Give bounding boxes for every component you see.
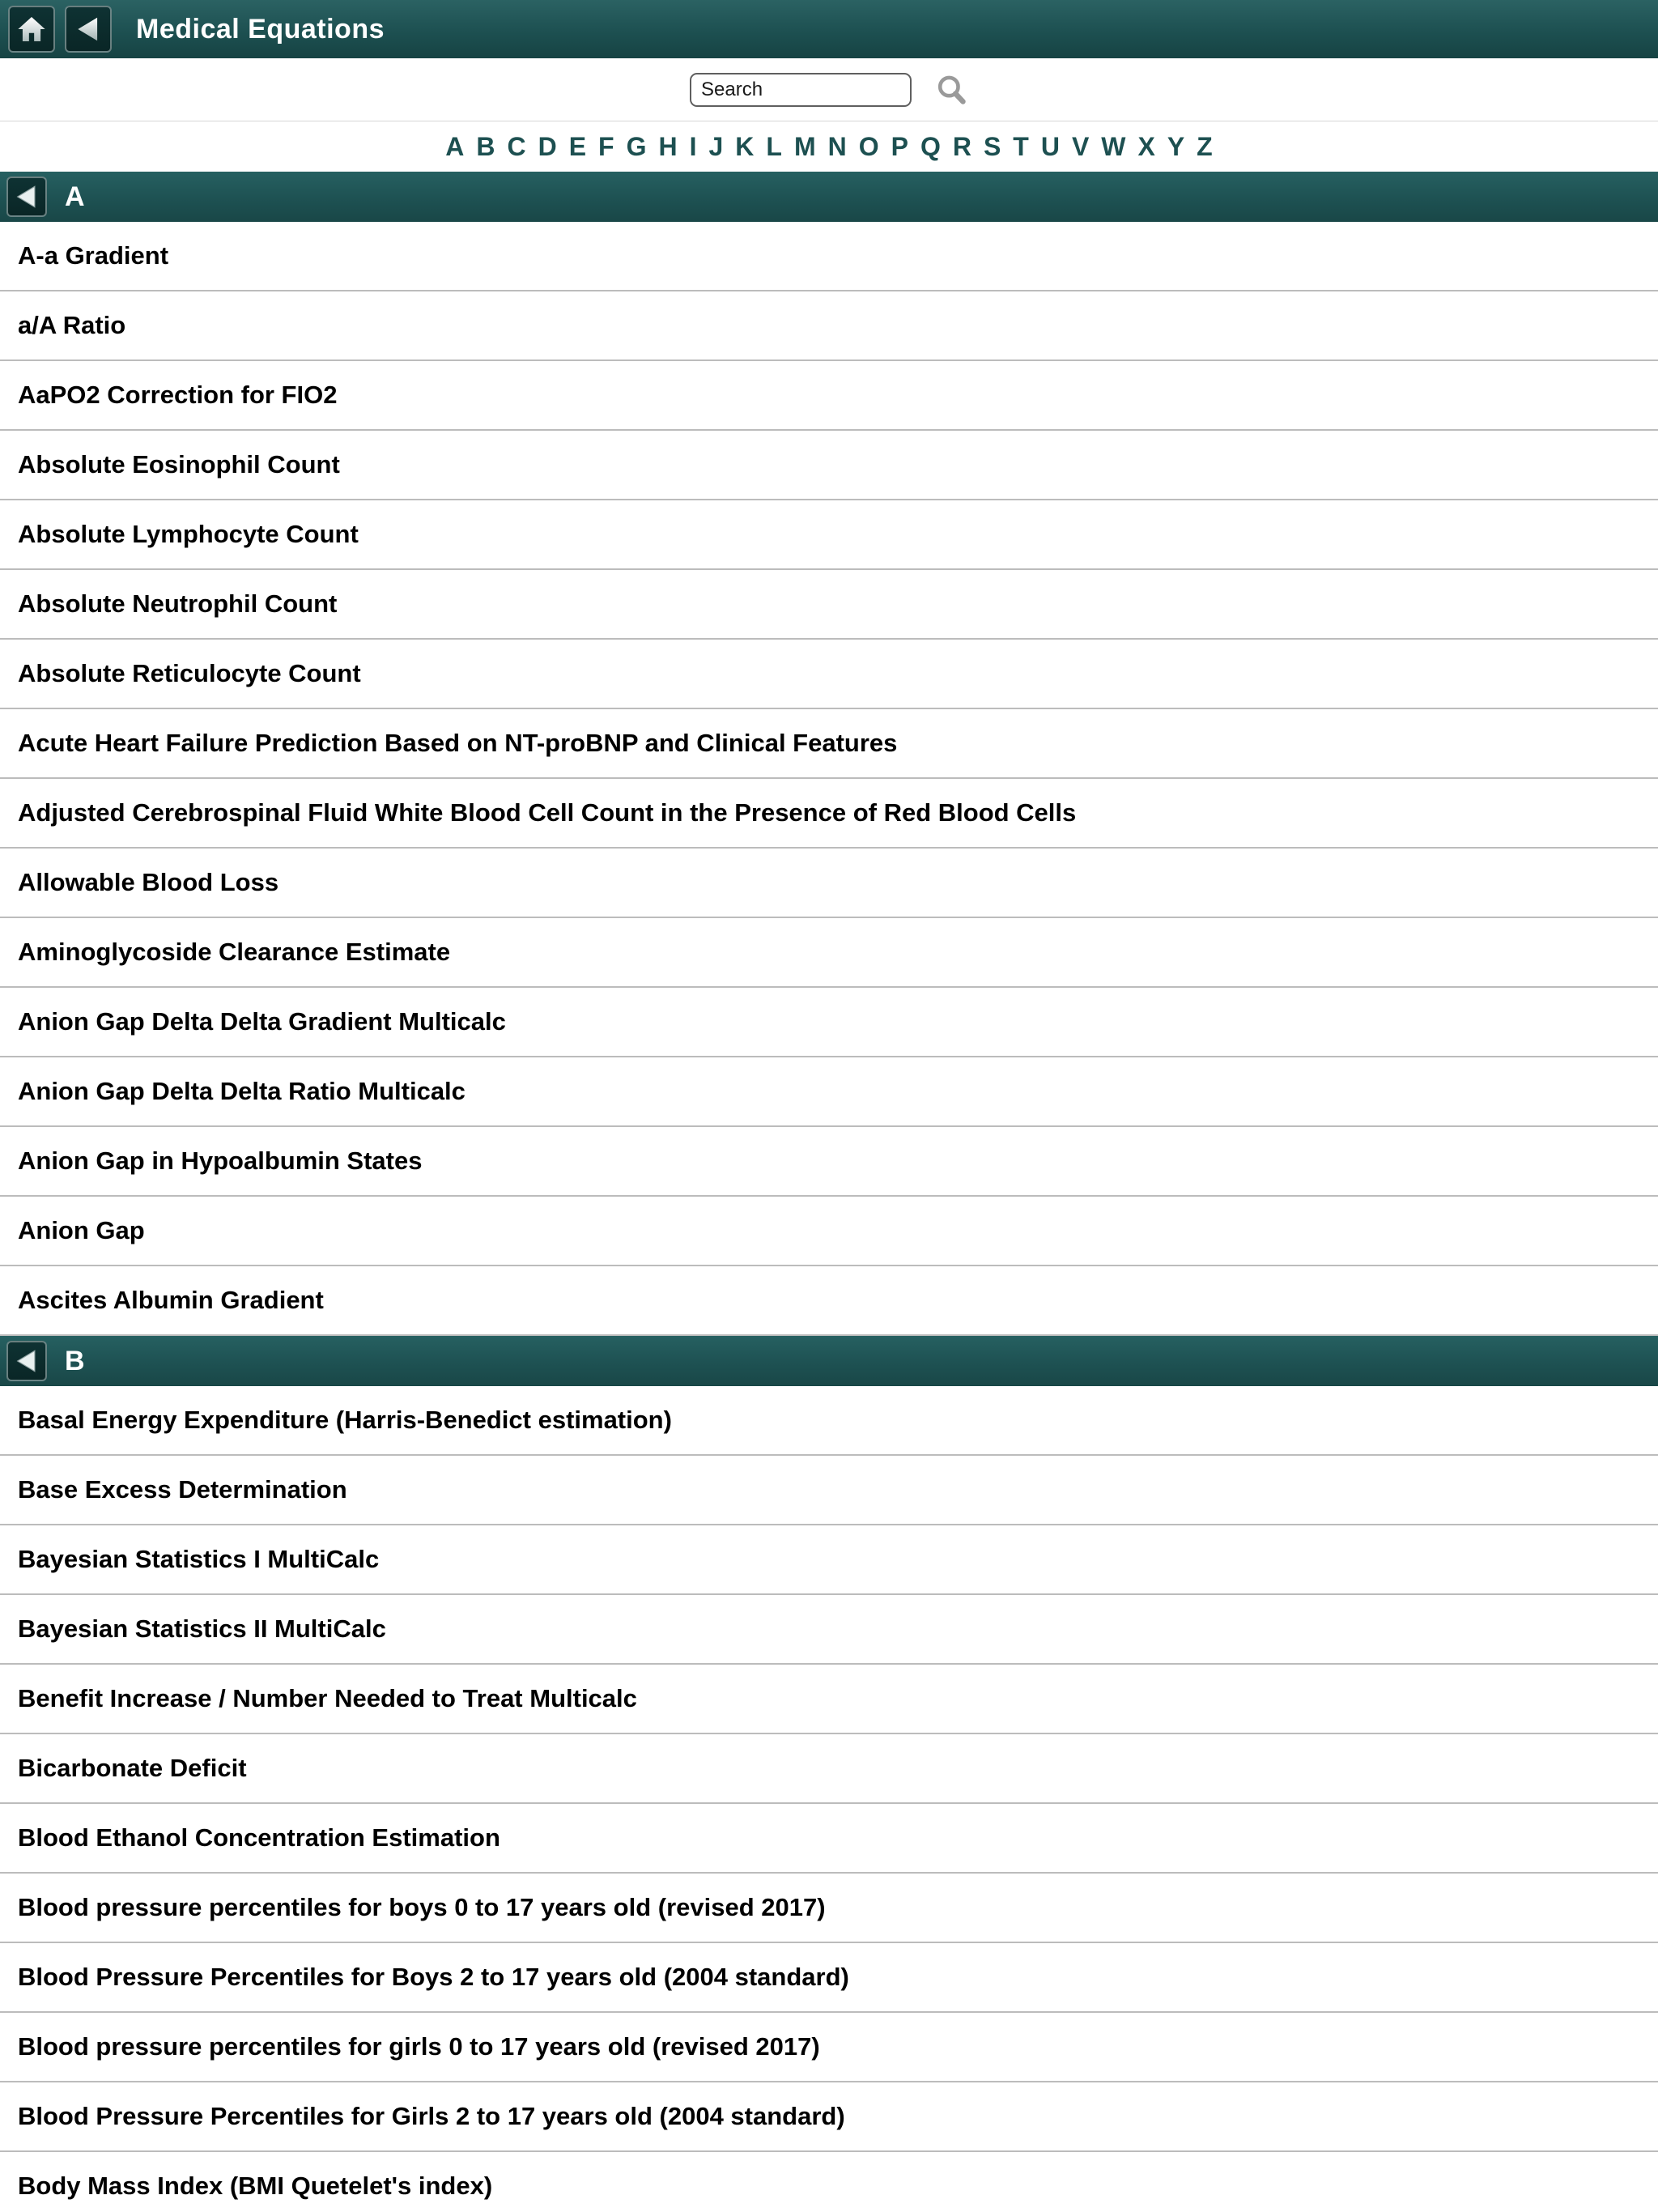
- alphabet-letter-J[interactable]: J: [708, 131, 724, 161]
- section-header-A: [0, 172, 1658, 222]
- list-item-label: Anion Gap Delta Delta Ratio Multicalc: [18, 1077, 466, 1105]
- alphabet-letter-B[interactable]: B: [476, 131, 495, 161]
- list-item[interactable]: [0, 709, 1658, 779]
- list-item[interactable]: [0, 1874, 1658, 1943]
- list-item[interactable]: [0, 1197, 1658, 1266]
- section-collapse-button[interactable]: [6, 177, 47, 217]
- alphabet-index: [0, 121, 1658, 172]
- section-header-B: [0, 1336, 1658, 1386]
- list-item[interactable]: [0, 291, 1658, 361]
- list-item[interactable]: [0, 2082, 1658, 2152]
- list-item-label: Basal Energy Expenditure (Harris-Benedict estimation): [18, 1406, 672, 1434]
- list-item[interactable]: [0, 222, 1658, 291]
- list-item-label: Blood Pressure Percentiles for Boys 2 to 17 years old (2004 standard): [18, 1963, 849, 1991]
- alphabet-letter-D[interactable]: D: [538, 131, 557, 161]
- top-toolbar: [0, 0, 1658, 58]
- list-item-label: Acute Heart Failure Prediction Based on NT-proBNP and Clinical Features: [18, 729, 898, 757]
- alphabet-letter-C[interactable]: C: [507, 131, 526, 161]
- list-item[interactable]: [0, 779, 1658, 849]
- back-icon: [13, 183, 40, 211]
- list-item[interactable]: [0, 500, 1658, 570]
- back-button[interactable]: [65, 6, 112, 53]
- list-item-label: Body Mass Index (BMI Quetelet's index): [18, 2172, 493, 2200]
- alphabet-letter-V[interactable]: V: [1071, 131, 1090, 161]
- list-item[interactable]: [0, 1057, 1658, 1127]
- list-item[interactable]: [0, 1943, 1658, 2013]
- list-item-label: Blood pressure percentiles for girls 0 to 17 years old (revised 2017): [18, 2032, 820, 2061]
- list-item[interactable]: [0, 849, 1658, 918]
- search-input[interactable]: [690, 73, 912, 107]
- list-item-label: Allowable Blood Loss: [18, 868, 279, 896]
- section-letter: A: [65, 181, 85, 212]
- alphabet-letter-N[interactable]: N: [827, 131, 847, 161]
- alphabet-letter-A[interactable]: A: [445, 131, 465, 161]
- list-item-label: Ascites Albumin Gradient: [18, 1286, 324, 1314]
- alphabet-letter-Q[interactable]: Q: [920, 131, 941, 161]
- list-item-label: Bayesian Statistics I MultiCalc: [18, 1545, 380, 1573]
- list-item-label: A-a Gradient: [18, 241, 169, 270]
- equations-list: [0, 172, 1658, 2212]
- alphabet-letter-X[interactable]: X: [1137, 131, 1155, 161]
- list-item[interactable]: [0, 1665, 1658, 1734]
- home-icon: [16, 14, 47, 45]
- alphabet-letter-O[interactable]: O: [858, 131, 879, 161]
- list-item-label: Benefit Increase / Number Needed to Treat Multicalc: [18, 1684, 637, 1712]
- alphabet-letter-T[interactable]: T: [1013, 131, 1029, 161]
- list-item-label: Blood Pressure Percentiles for Girls 2 to 17 years old (2004 standard): [18, 2102, 845, 2130]
- list-item[interactable]: [0, 361, 1658, 431]
- list-item[interactable]: [0, 1804, 1658, 1874]
- section-letter: B: [65, 1345, 85, 1376]
- list-item[interactable]: [0, 2013, 1658, 2082]
- list-item-label: Adjusted Cerebrospinal Fluid White Blood Cell Count in the Presence of Red Blood Cells: [18, 798, 1077, 827]
- alphabet-letter-F[interactable]: F: [598, 131, 614, 161]
- alphabet-letter-E[interactable]: E: [568, 131, 587, 161]
- alphabet-letter-Z[interactable]: Z: [1197, 131, 1213, 161]
- list-item-label: Base Excess Determination: [18, 1475, 347, 1504]
- alphabet-letter-R[interactable]: R: [952, 131, 971, 161]
- list-item[interactable]: [0, 1595, 1658, 1665]
- section-collapse-button[interactable]: [6, 1341, 47, 1381]
- list-item[interactable]: [0, 1456, 1658, 1525]
- list-item-label: Blood pressure percentiles for boys 0 to 17 years old (revised 2017): [18, 1893, 826, 1921]
- alphabet-letter-L[interactable]: L: [766, 131, 782, 161]
- search-bar: [0, 58, 1658, 121]
- list-item[interactable]: [0, 1734, 1658, 1804]
- list-item-label: Anion Gap in Hypoalbumin States: [18, 1146, 423, 1175]
- list-item-label: Aminoglycoside Clearance Estimate: [18, 938, 451, 966]
- list-item[interactable]: [0, 918, 1658, 988]
- list-item-label: Absolute Reticulocyte Count: [18, 659, 361, 687]
- list-item[interactable]: [0, 1127, 1658, 1197]
- list-item-label: a/A Ratio: [18, 311, 126, 339]
- list-item-label: Absolute Eosinophil Count: [18, 450, 340, 479]
- list-item-label: Anion Gap: [18, 1216, 145, 1244]
- list-item[interactable]: [0, 640, 1658, 709]
- home-button[interactable]: [8, 6, 55, 53]
- page-title: Medical Equations: [136, 13, 385, 45]
- list-item[interactable]: [0, 988, 1658, 1057]
- list-item-label: Blood Ethanol Concentration Estimation: [18, 1823, 500, 1852]
- alphabet-letter-Y[interactable]: Y: [1167, 131, 1185, 161]
- list-item-label: Anion Gap Delta Delta Gradient Multicalc: [18, 1007, 506, 1036]
- alphabet-letter-M[interactable]: M: [793, 131, 816, 161]
- list-item-label: Absolute Lymphocyte Count: [18, 520, 359, 548]
- alphabet-letter-P[interactable]: P: [891, 131, 908, 161]
- alphabet-letter-H[interactable]: H: [658, 131, 678, 161]
- alphabet-letter-K[interactable]: K: [735, 131, 755, 161]
- alphabet-letter-W[interactable]: W: [1101, 131, 1126, 161]
- list-item-label: Bicarbonate Deficit: [18, 1754, 247, 1782]
- list-item-label: Bayesian Statistics II MultiCalc: [18, 1614, 386, 1643]
- list-item[interactable]: [0, 570, 1658, 640]
- list-item[interactable]: [0, 1266, 1658, 1336]
- list-item[interactable]: [0, 2152, 1658, 2212]
- alphabet-letter-S[interactable]: S: [983, 131, 1001, 161]
- list-item[interactable]: [0, 1525, 1658, 1595]
- list-item[interactable]: [0, 1386, 1658, 1456]
- list-item-label: Absolute Neutrophil Count: [18, 589, 338, 618]
- alphabet-letter-I[interactable]: I: [689, 131, 697, 161]
- back-icon: [73, 14, 104, 45]
- alphabet-letter-G[interactable]: G: [626, 131, 647, 161]
- alphabet-letter-U[interactable]: U: [1040, 131, 1060, 161]
- search-icon[interactable]: [934, 73, 968, 107]
- list-item[interactable]: [0, 431, 1658, 500]
- list-item-label: AaPO2 Correction for FIO2: [18, 381, 338, 409]
- back-icon: [13, 1347, 40, 1375]
